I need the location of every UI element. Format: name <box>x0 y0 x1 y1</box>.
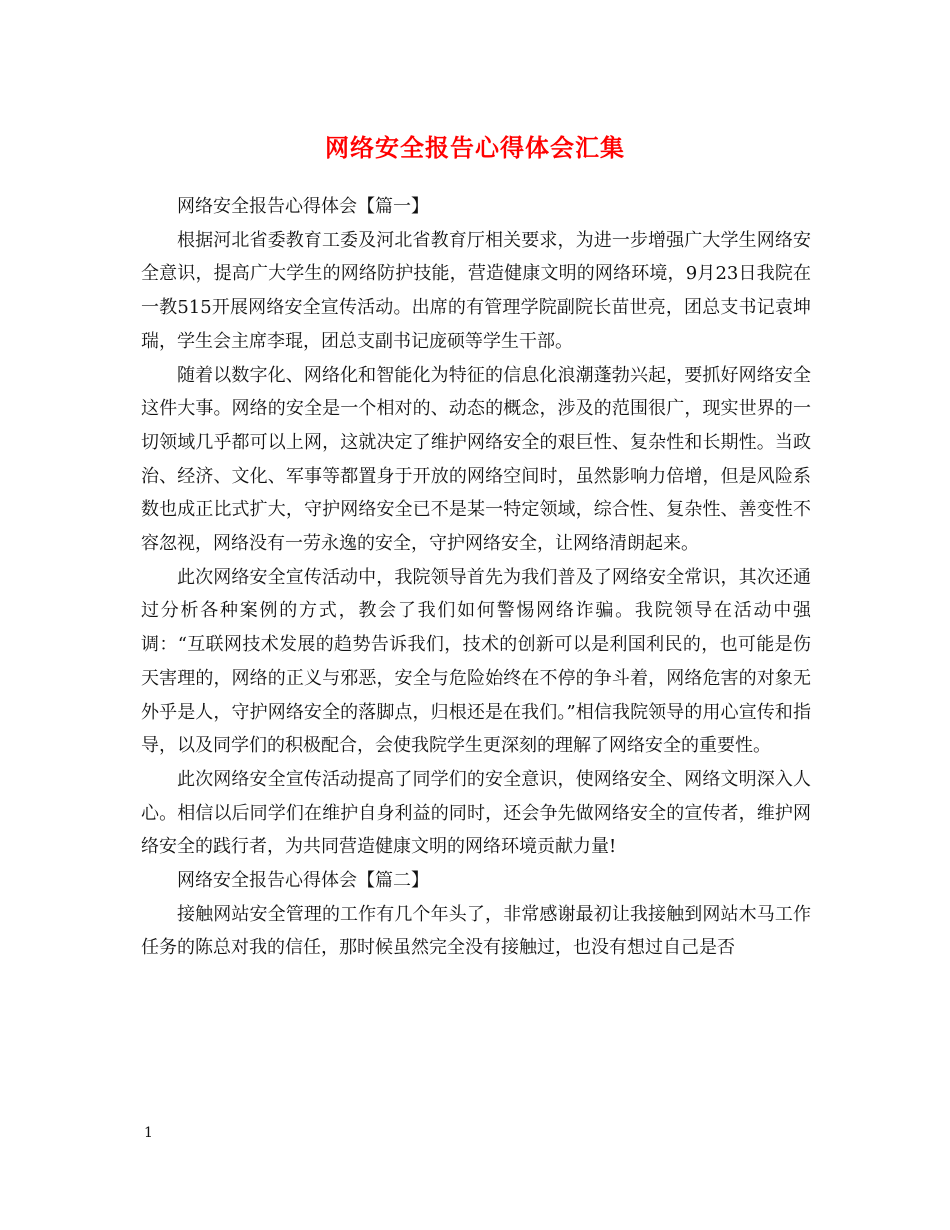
paragraph: 接触网站安全管理的工作有几个年头了，非常感谢最初让我接触到网站木马工作任务的陈总对我的信任，那时候虽然完全没有接触过，也没有想过自己是否 <box>141 903 811 959</box>
document-title: 网络安全报告心得体会汇集 <box>325 133 625 162</box>
page-number: 1 <box>144 1125 153 1141</box>
paragraph: 此次网络安全宣传活动提高了同学们的安全意识，使网络安全、网络文明深入人心。相信以后同学们在维护自身利益的同时，还会争先做网络安全的宣传者，维护网络安全的践行者，为共同营造健康文明的网络环境贡献力量! <box>141 768 811 858</box>
paragraph: 根据河北省委教育工委及河北省教育厅相关要求，为进一步增强广大学生网络安全意识，提高广大学生的网络防护技能，营造健康文明的网络环境，9月23日我院在一教515开展网络安全宣传活动。出席的有管理学院副院长苗世亮，团总支书记袁坤瑞，学生会主席李琨，团总支副书记庞硕等学生干部。 <box>141 229 811 352</box>
section-heading-2: 网络安全报告心得体会【篇二】 <box>177 870 429 892</box>
paragraph: 随着以数字化、网络化和智能化为特征的信息化浪潮蓬勃兴起，要抓好网络安全这件大事。网络的安全是一个相对的、动态的概念，涉及的范围很广，现实世界的一切领域几乎都可以上网，这就决定了维护网络安全的艰巨性、复杂性和长期性。当政治、经济、文化、军事等都置身于开放的网络空间时，虽然影响力倍增，但是风险系数也成正比式扩大，守护网络安全已不是某一特定领域，综合性、复杂性、善变性不容忽视，网络没有一劳永逸的安全，守护网络安全，让网络清朗起来。 <box>141 364 811 555</box>
document-body <box>141 190 811 965</box>
paragraph: 此次网络安全宣传活动中，我院领导首先为我们普及了网络安全常识，其次还通过分析各种案例的方式，教会了我们如何警惕网络诈骗。我院领导在活动中强调：“互联网技术发展的趋势告诉我们，技术的创新可以是利国利民的，也可能是伤天害理的，网络的正义与邪恶，安全与危险始终在不停的争斗着，网络危害的对象无外乎是人，守护网络安全的落脚点，归根还是在我们。”相信我院领导的用心宣传和指导，以及同学们的积极配合，会使我院学生更深刻的理解了网络安全的重要性。 <box>141 566 811 757</box>
section-heading-1: 网络安全报告心得体会【篇一】 <box>177 196 429 217</box>
